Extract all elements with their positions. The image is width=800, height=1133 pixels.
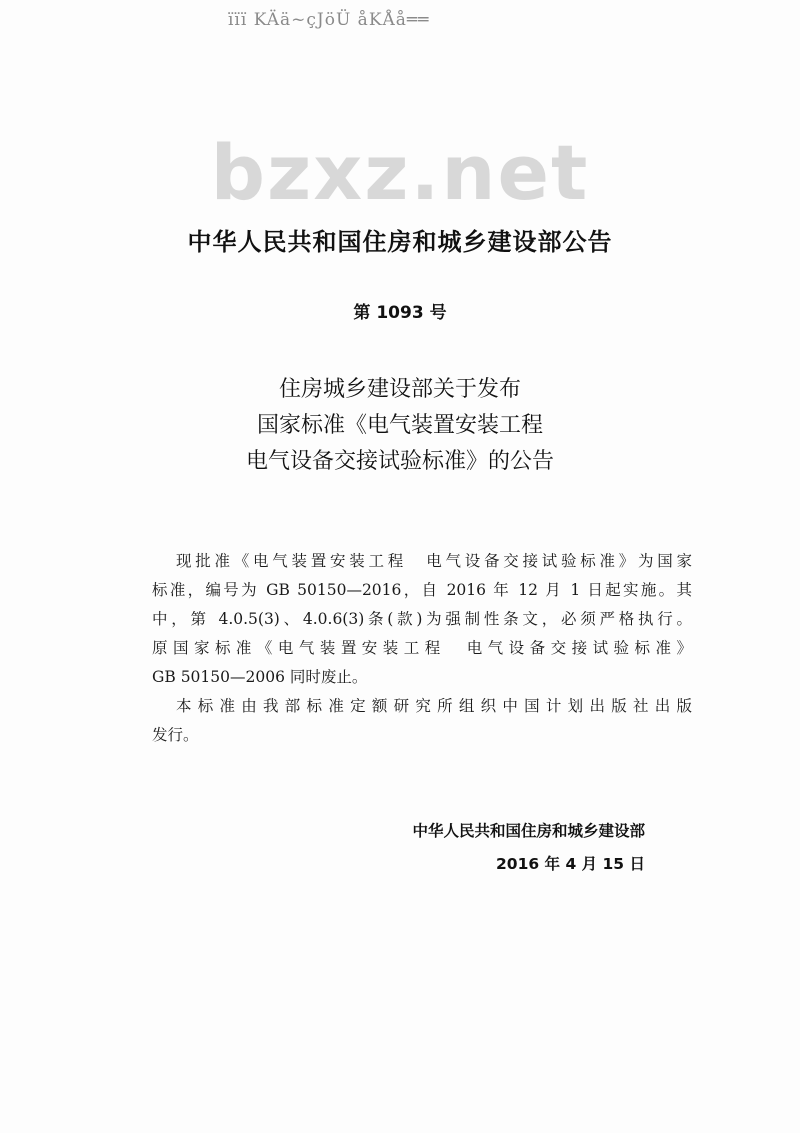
watermark: bzxz.net xyxy=(210,128,590,217)
body-paragraph-1-line-3: 中，第 4.0.5(3)、4.0.6(3)条(款)为强制性条文，必须严格执行。 xyxy=(152,610,692,628)
document-number: 第 1093 号 xyxy=(353,303,447,323)
announcement-body xyxy=(152,547,692,750)
issuing-organization: 中华人民共和国住房和城乡建设部 xyxy=(412,822,645,840)
body-paragraph-1-line-4: 原国家标准《电气装置安装工程 电气设备交接试验标准》 xyxy=(152,639,692,657)
issue-date: 2016 年 4 月 15 日 xyxy=(496,855,645,873)
body-paragraph-1-line-1: 现批准《电气装置安装工程 电气设备交接试验标准》为国家 xyxy=(176,552,692,570)
body-paragraph-1-line-5: GB 50150—2006 同时废止。 xyxy=(152,668,368,686)
subtitle-line-2: 国家标准《电气装置安装工程 xyxy=(256,413,543,438)
subtitle-line-3: 电气设备交接试验标准》的公告 xyxy=(245,449,554,474)
body-paragraph-1-line-2: 标准，编号为 GB 50150—2016，自 2016 年 12 月 1 日起实施。其 xyxy=(152,581,692,599)
header-garbled-text: ïïï KÄä~çJöÜ åKÅå══ xyxy=(228,10,430,30)
body-paragraph-2-line-1: 本标准由我部标准定额研究所组织中国计划出版社出版 xyxy=(176,697,692,715)
signature-block xyxy=(412,815,645,881)
announcement-title: 中华人民共和国住房和城乡建设部公告 xyxy=(187,228,613,256)
subtitle-line-1: 住房城乡建设部关于发布 xyxy=(278,377,521,402)
announcement-subtitle xyxy=(0,372,800,480)
body-paragraph-2-line-2: 发行。 xyxy=(152,726,199,744)
